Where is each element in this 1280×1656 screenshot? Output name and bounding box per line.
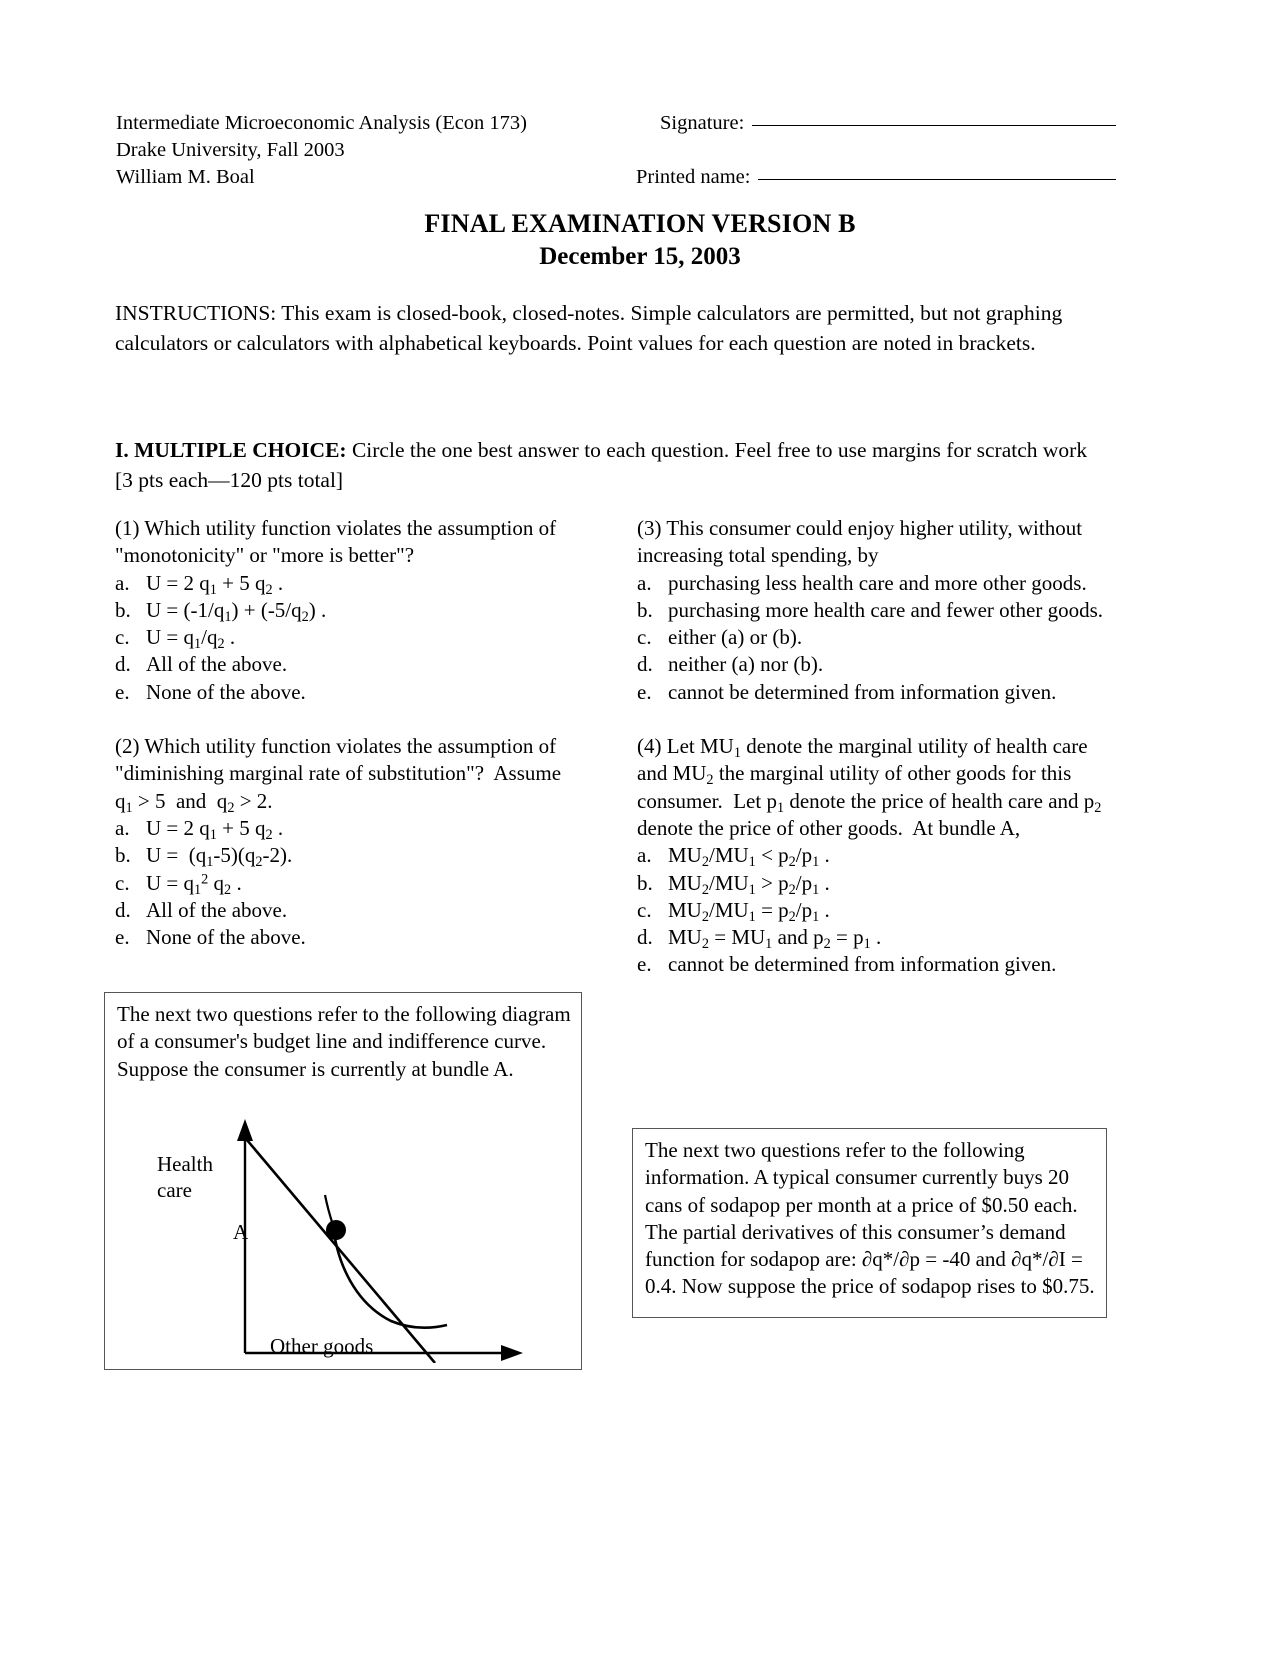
option-key: e. — [115, 679, 130, 704]
y-axis-arrowhead — [237, 1119, 253, 1141]
option-key: c. — [115, 870, 130, 895]
question-2-option-a[interactable] — [115, 815, 585, 842]
option-text: None of the above. — [146, 679, 306, 704]
question-2-option-e[interactable] — [115, 924, 585, 951]
option-key: d. — [115, 897, 131, 922]
question-3-options — [637, 570, 1112, 706]
option-key: d. — [637, 652, 653, 677]
printed-name-label: Printed name: — [636, 166, 751, 188]
question-3-option-e[interactable] — [637, 679, 1112, 706]
question-3-option-d[interactable] — [637, 651, 1112, 678]
option-key: a. — [115, 570, 130, 595]
indifference-curve — [333, 1225, 447, 1328]
option-key: b. — [637, 870, 653, 895]
option-key: b. — [115, 597, 131, 622]
page-header — [116, 110, 1116, 191]
instructions-paragraph: INSTRUCTIONS: This exam is closed-book, closed-notes. Simple calculators are permitted, but not graphing calculators or calculators with alphabetical keyboards. Point values for each question are noted in brackets. — [115, 301, 1063, 355]
option-text: purchasing less health care and more other goods. — [668, 570, 1087, 595]
section-heading-body: Circle the one best answer to each question. Feel free to use margins for scratch work [3 pts each—120 pts total] — [115, 438, 1088, 492]
option-text: $U = q_1^2$ $q_2$ . — [146, 870, 242, 898]
sodapop-info-box — [632, 1128, 1107, 1318]
question-2 — [115, 733, 585, 951]
question-1-option-e[interactable] — [115, 679, 585, 706]
course-line-3: William M. Boal — [116, 166, 255, 188]
question-2-option-b[interactable] — [115, 842, 585, 869]
diagram-info-box — [104, 992, 582, 1370]
question-3-option-b[interactable] — [637, 597, 1112, 624]
option-text: either (a) or (b). — [668, 625, 803, 650]
option-key: c. — [637, 897, 652, 922]
sodapop-box-text: The next two questions refer to the following information. A typical consumer currently buys 20 cans of sodapop per month at a price of $0.50 each. The partial derivatives of this consumer’s demand function for sodapop are: ∂q*/∂p = -40 and ∂q*/∂I = 0.4. Now suppose the price of sodapop rises to $0.75. — [645, 1138, 1095, 1299]
option-text: $MU_2/MU_1 = p_2/p_1$ . — [668, 897, 830, 925]
option-text: All of the above. — [146, 652, 288, 677]
option-key: a. — [637, 570, 652, 595]
question-3-stem: (3) This consumer could enjoy higher utility, without increasing total spending, by — [637, 516, 1083, 568]
question-2-option-d[interactable] — [115, 897, 585, 924]
question-4-option-e[interactable] — [637, 951, 1112, 978]
option-text: $U = q_1/q_2$ . — [146, 625, 236, 653]
y-axis-label: Health care — [157, 1152, 213, 1202]
option-text: $U = (q_1-5)(q_2-2)$. — [146, 843, 293, 871]
exam-title-line-1: FINAL EXAMINATION VERSION B — [424, 209, 856, 238]
option-key: a. — [115, 815, 130, 840]
option-text: $MU_2 = MU_1$ and $p_2 = p_1$ . — [668, 925, 882, 953]
x-axis-arrowhead — [501, 1345, 523, 1361]
question-2-options — [115, 815, 585, 951]
question-1-option-c[interactable] — [115, 624, 585, 651]
option-key: a. — [637, 843, 652, 868]
option-text: U = 2 $q_1 + 5$ $q_2$ . — [146, 570, 284, 598]
question-4-stem: (4) Let $MU_1$ denote the marginal utility of health care and $MU_2$ the marginal utility of other goods for this consumer. Let $p_1$ denote the price of health care and $p_2$ denote the price of other goods. At bundle A, — [637, 734, 1102, 840]
signature-line[interactable] — [752, 125, 1116, 126]
option-key: d. — [637, 925, 653, 950]
option-key: c. — [115, 625, 130, 650]
option-text: None of the above. — [146, 925, 306, 950]
section-heading — [115, 435, 1100, 495]
question-4-option-b[interactable] — [637, 870, 1112, 897]
exam-title-line-2: December 15, 2003 — [539, 243, 741, 270]
course-line-1: Intermediate Microeconomic Analysis (Econ 173) — [116, 112, 528, 134]
question-2-stem: (2) Which utility function violates the assumption of "diminishing marginal rate of substitution"? Assume $q_1 > 5$ and $q_2 > 2$. — [115, 734, 567, 816]
option-text: neither (a) nor (b). — [668, 652, 824, 677]
budget-line — [247, 1140, 435, 1363]
left-column — [115, 515, 585, 951]
x-axis-label: Other goods — [270, 1334, 374, 1358]
printed-name-line[interactable] — [758, 179, 1116, 180]
option-text: $MU_2/MU_1 > p_2/p_1$ . — [668, 870, 830, 898]
question-1-options — [115, 570, 585, 706]
question-1-number: (1) — [115, 516, 140, 540]
option-text: purchasing more health care and fewer other goods. — [668, 597, 1103, 622]
question-4-option-a[interactable] — [637, 842, 1112, 869]
question-4-option-c[interactable] — [637, 897, 1112, 924]
question-1-option-b[interactable] — [115, 597, 585, 624]
option-text: $U = (-1/q_1) + (-5/q_2)$ . — [146, 597, 327, 625]
option-text: $MU_2/MU_1 < p_2/p_1$ . — [668, 843, 830, 871]
question-3-option-a[interactable] — [637, 570, 1112, 597]
option-key: b. — [115, 843, 131, 868]
signature-label: Signature: — [660, 112, 745, 134]
question-2-number: (2) — [115, 734, 140, 759]
option-key: e. — [637, 679, 652, 704]
option-text: cannot be determined from information given. — [668, 679, 1057, 704]
question-4-options — [637, 842, 1112, 978]
option-key: b. — [637, 597, 653, 622]
bundle-a-point — [326, 1220, 346, 1240]
question-1-stem: (1) Which utility function violates the assumption of "monotonicity" or "more is better"? — [115, 516, 557, 568]
question-1-option-d[interactable] — [115, 651, 585, 678]
indifference-curve-upper-tail — [325, 1195, 333, 1225]
question-1 — [115, 515, 585, 706]
question-2-option-c[interactable] — [115, 870, 585, 897]
budget-line-indifference-curve-diagram — [105, 1113, 583, 1363]
question-3-option-c[interactable] — [637, 624, 1112, 651]
option-key: d. — [115, 652, 131, 677]
right-column — [637, 515, 1112, 979]
diagram-box-text: The next two questions refer to the following diagram of a consumer's budget line and indifference curve. Suppose the consumer is currently at bundle A. — [117, 1002, 571, 1081]
option-text: U = 2 $q_1 + 5$ $q_2$ . — [146, 815, 284, 843]
question-3 — [637, 515, 1112, 706]
question-1-option-a[interactable] — [115, 570, 585, 597]
question-4-number: (4) — [637, 734, 662, 759]
question-4 — [637, 733, 1112, 979]
bundle-a-label: A — [233, 1220, 249, 1244]
section-heading-label: I. MULTIPLE CHOICE: — [115, 438, 347, 462]
question-4-option-d[interactable] — [637, 924, 1112, 951]
course-line-2: Drake University, Fall 2003 — [116, 139, 345, 161]
option-key: e. — [115, 925, 130, 950]
option-text: cannot be determined from information given. — [668, 952, 1057, 977]
exam-title — [0, 207, 1280, 273]
question-3-number: (3) — [637, 516, 662, 540]
option-text: All of the above. — [146, 897, 288, 922]
option-key: e. — [637, 952, 652, 977]
option-key: c. — [637, 625, 652, 650]
